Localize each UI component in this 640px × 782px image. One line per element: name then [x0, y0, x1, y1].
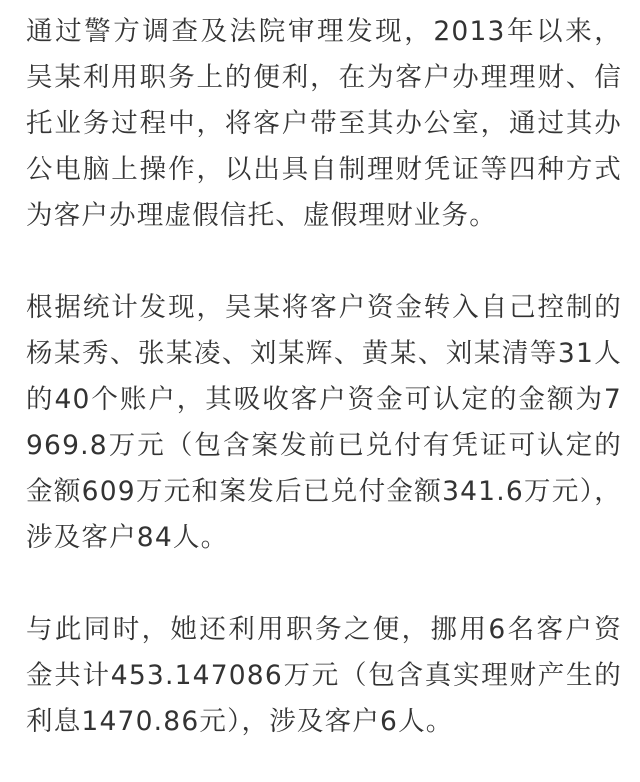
paragraph-statistics: 根据统计发现，吴某将客户资金转入自己控制的杨某秀、张某凌、刘某辉、黄某、刘某清等31人的40个账户，其吸收客户资金可认定的金额为7969.8万元（包含案发前已兑付有凭证可认定的金额609万元和案发后已兑付金额341.6万元），涉及客户84人。	[26, 292, 622, 553]
paragraph-investigation: 通过警方调查及法院审理发现，2013年以来，吴某利用职务上的便利，在为客户办理理财、信托业务过程中，将客户带至其办公室，通过其办公电脑上操作，以出具自制理财凭证等四种方式为客户办理虚假信托、虚假理财业务。	[26, 16, 622, 231]
paragraph-spacer	[26, 561, 622, 607]
paragraph-spacer	[26, 239, 622, 285]
article-body	[26, 9, 622, 745]
paragraph-embezzlement: 与此同时，她还利用职务之便，挪用6名客户资金共计453.147086万元（包含真实理财产生的利息1470.86元），涉及客户6人。	[26, 614, 622, 737]
